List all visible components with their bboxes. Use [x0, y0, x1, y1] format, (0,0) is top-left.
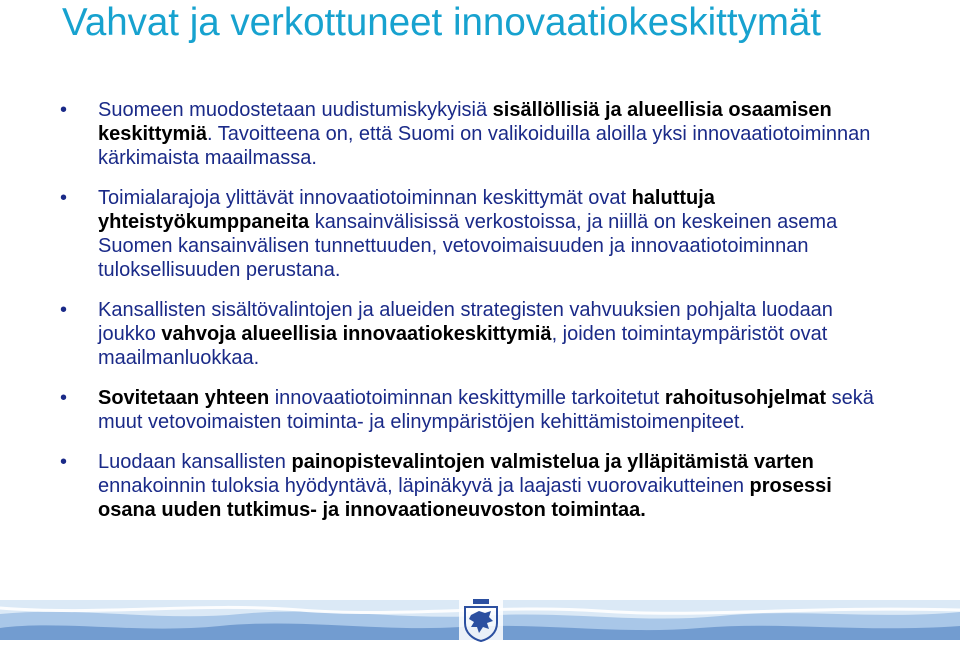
bullet-item — [60, 298, 880, 370]
bullet-text — [98, 387, 874, 433]
text-segment: Toimialarajoja ylittävät innovaatiotoiminnan keskittymät ovat — [98, 187, 632, 209]
text-segment: sekä muut vetovoimaisten toiminta- ja elinympäristöjen kehittämistoimenpiteet. — [98, 387, 874, 433]
bold-segment: vahvoja alueellisia innovaatiokeskittymiä — [161, 323, 552, 345]
slide-title: Vahvat ja verkottuneet innovaatiokeskittymät — [62, 1, 822, 44]
bullet-dot-icon: • — [60, 387, 68, 409]
bullet-item — [60, 186, 880, 282]
text-segment: kansainvälisissä verkostoissa, ja niillä on keskeinen asema Suomen kansainvälisen tunnettuuden, vetovoimaisuuden ja innovaatiotoiminnan tuloksellisuuden perustana. — [98, 211, 838, 281]
bold-segment: painopistevalintojen valmistelua ja ylläpitämistä varten — [291, 451, 814, 473]
bold-segment: rahoitusohjelmat — [664, 387, 827, 409]
bullet-text — [98, 451, 832, 521]
bullet-item — [60, 386, 880, 434]
bullet-text — [98, 99, 870, 169]
bullet-dot-icon: • — [60, 99, 68, 121]
text-segment: innovaatiotoiminnan keskittymille tarkoitetut — [269, 387, 665, 409]
bullet-item — [60, 450, 880, 522]
bold-segment: prosessi osana uuden tutkimus- ja innovaationeuvoston toimintaa. — [98, 475, 832, 521]
text-segment: Suomeen muodostetaan uudistumiskykyisiä — [98, 99, 493, 121]
text-segment: ennakoinnin tuloksia hyödyntävä, läpinäkyvä ja laajasti vuorovaikutteinen — [98, 475, 750, 497]
bullet-item — [60, 98, 880, 170]
bullet-dot-icon: • — [60, 451, 68, 473]
text-segment: Kansallisten sisältövalintojen ja alueiden strategisten vahvuuksien pohjalta luodaan joukko — [98, 299, 833, 345]
bold-segment: Sovitetaan yhteen — [98, 387, 270, 409]
bullet-dot-icon: • — [60, 187, 68, 209]
bullet-dot-icon: • — [60, 299, 68, 321]
bullet-list — [60, 98, 880, 538]
text-segment: Luodaan kansallisten — [98, 451, 292, 473]
text-segment: . Tavoitteena on, että Suomi on valikoiduilla aloilla yksi innovaatiotoiminnan kärkimaista maailmassa. — [98, 123, 871, 169]
text-segment: , joiden toimintaympäristöt ovat maailmanluokkaa. — [98, 323, 828, 369]
bullet-text — [98, 187, 837, 281]
bold-segment: sisällöllisiä ja alueellisia osaamisen keskittymiä — [98, 99, 832, 145]
bold-segment: haluttuja yhteistyökumppaneita — [98, 187, 715, 233]
bullet-text — [98, 299, 833, 369]
lion-emblem-icon — [459, 597, 503, 643]
